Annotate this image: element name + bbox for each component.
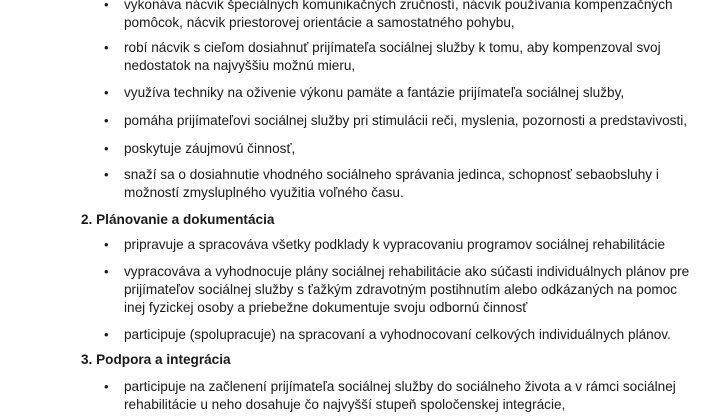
list-item-line: pomôcok, nácvik priestorovej orientácie a samostatného pohybu, [124,15,515,30]
bullet-icon: • [104,264,109,279]
list-item-line: využíva techniky na oživenie výkonu pamäte a fantázie prijímateľa sociálnej služby, [124,85,625,100]
list-item-line: pripravuje a spracováva všetky podklady k vypracovaniu programov sociálnej rehabilitácie [124,237,666,252]
bullet-icon: • [104,0,109,12]
list-item-line: prijímateľov sociálnej služby s ťažkým zdravotným postihnutím alebo odkázaných na pomoc [124,282,678,297]
list-item-line: snaží sa o dosiahnutie vhodného sociálneho správania jedinca, schopnosť sebaobsluhy i [124,167,659,182]
list-item-line: nedostatok na najvyššiu možnú mieru, [124,58,356,73]
section-heading: 2. Plánovanie a dokumentácia [81,212,275,227]
list-item-line: poskytuje záujmovú činnosť, [124,141,296,156]
bullet-icon: • [104,167,109,182]
list-item-line: pomáha prijímateľovi sociálnej služby pri stimulácii reči, myslenia, pozornosti a predstavivosti, [124,113,688,128]
bullet-icon: • [104,141,109,156]
section-heading: 3. Podpora a integrácia [81,352,231,367]
list-item-line: participuje na začlenení prijímateľa sociálnej služby do sociálneho života a v rámci sociálnej [124,379,676,394]
list-item-line: možností zmysluplného využitia voľného času. [124,185,404,200]
list-item-line: inej fyzickej osoby a priebežne dokumentuje svoju odbornú činnosť [124,300,528,315]
bullet-icon: • [104,327,109,342]
list-item-line: robí nácvik s cieľom dosiahnuť prijímateľa sociálnej služby k tomu, aby kompenzoval svoj [124,40,661,55]
bullet-icon: • [104,40,109,55]
list-item-line: rehabilitácie u neho dosahuje čo najvyšší stupeň spoločenskej integrácie, [124,397,566,412]
list-item-line: participuje (spolupracuje) na spracovaní a vyhodnocovaní celkových individuálnych plánov. [124,327,671,342]
bullet-icon: • [104,379,109,394]
bullet-icon: • [104,85,109,100]
bullet-icon: • [104,113,109,128]
bullet-icon: • [104,237,109,252]
list-item-line: vypracováva a vyhodnocuje plány sociálnej rehabilitácie ako súčasti individuálnych plánov pre [124,264,690,279]
list-item-line: vykonáva nácvik špeciálnych komunikačných zručností, nácvik používania kompenzačných [124,0,673,12]
